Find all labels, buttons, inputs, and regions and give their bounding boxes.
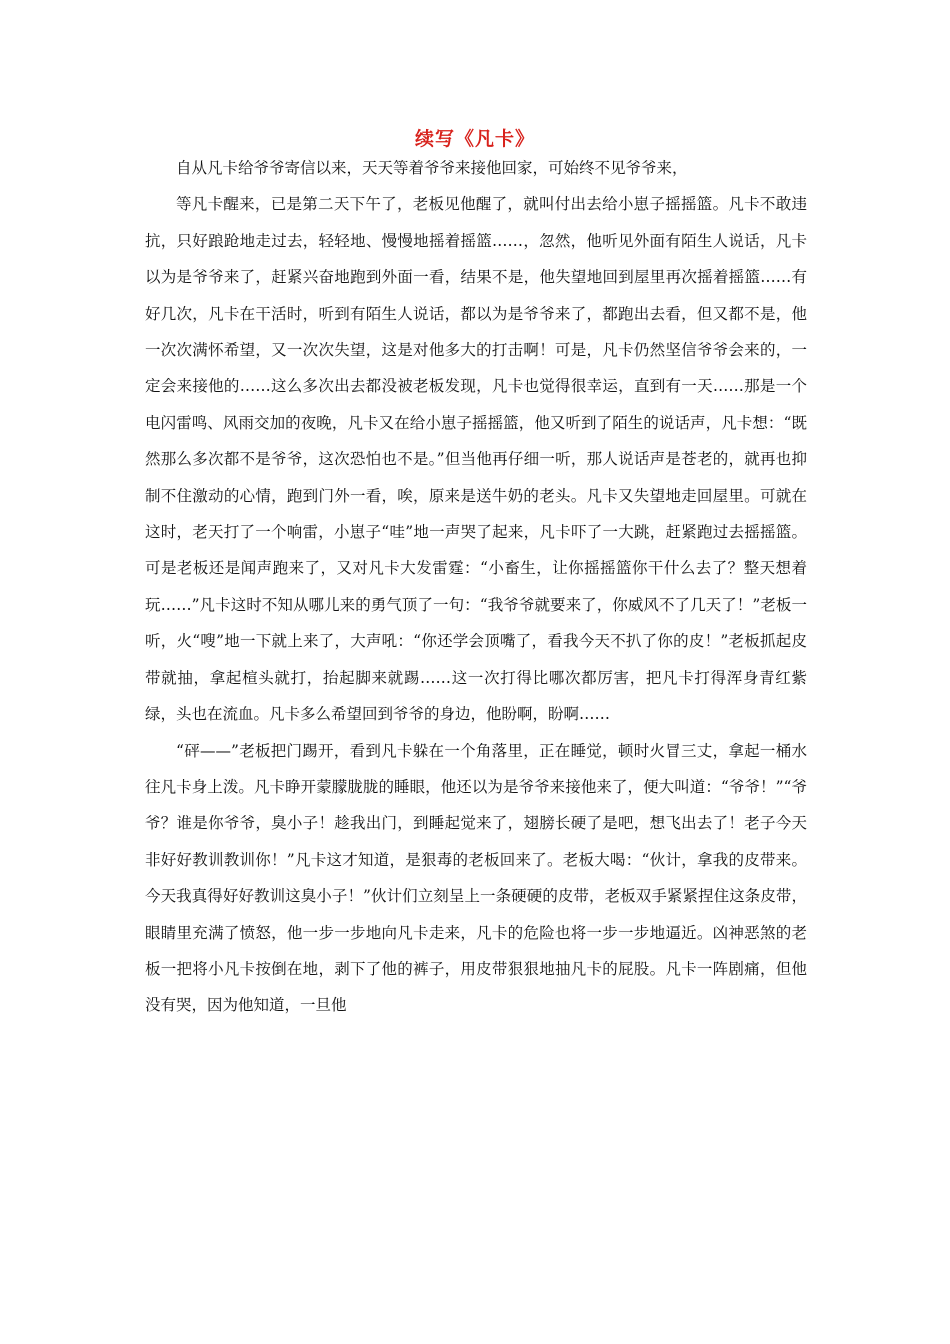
document-body — [145, 150, 807, 1024]
paragraph-2: 等凡卡醒来，已是第二天下午了，老板见他醒了，就叫付出去给小崽子摇摇篮。凡卡不敢违抗，只好踉跄地走过去，轻轻地、慢慢地摇着摇篮……，忽然，他听见外面有陌生人说话，凡卡以为是爷爷来了，赶紧兴奋地跑到外面一看，结果不是，他失望地回到屋里再次摇着摇篮……有好几次，凡卡在干活时，听到有陌生人说话，都以为是爷爷来了，都跑出去看，但又都不是，他一次次满怀希望，又一次次失望，这是对他多大的打击啊！可是，凡卡仍然坚信爷爷会来的，一定会来接他的……这么多次出去都没被老板发现，凡卡也觉得很幸运，直到有一天……那是一个电闪雷鸣、风雨交加的夜晚，凡卡又在给小崽子摇摇篮，他又听到了陌生的说话声，凡卡想：“既然那么多次都不是爷爷，这次恐怕也不是。”但当他再仔细一听，那人说话声是苍老的，就再也抑制不住激动的心情，跑到门外一看，唉，原来是送牛奶的老头。凡卡又失望地走回屋里。可就在这时，老天打了一个响雷，小崽子“哇”地一声哭了起来，凡卡吓了一大跳，赶紧跑过去摇摇篮。可是老板还是闻声跑来了，又对凡卡大发雷霆：“小畜生，让你摇摇篮你干什么去了？整天想着玩……”凡卡这时不知从哪儿来的勇气顶了一句：“我爷爷就要来了，你威风不了几天了！”老板一听，火“嗖”地一下就上来了，大声吼：“你还学会顶嘴了，看我今天不扒了你的皮！”老板抓起皮带就抽，拿起楦头就打，抬起脚来就踢……这一次打得比哪次都厉害，把凡卡打得浑身青红紫绿，头也在流血。凡卡多么希望回到爷爷的身边，他盼啊，盼啊…… — [145, 195, 807, 724]
paragraph-3: “砰——”老板把门踢开，看到凡卡躲在一个角落里，正在睡觉，顿时火冒三丈，拿起一桶水往凡卡身上泼。凡卡睁开蒙朦胧胧的睡眼，他还以为是爷爷来接他来了，便大叫道：“爷爷！”“爷爷？谁是你爷爷，臭小子！趁我出门，到睡起觉来了，翅膀长硬了是吧，想飞出去了！老子今天非好好教训教训你！”凡卡这才知道，是狠毒的老板回来了。老板大喝：“伙计，拿我的皮带来。今天我真得好好教训这臭小子！”伙计们立刻呈上一条硬硬的皮带，老板双手紧紧捏住这条皮带，眼睛里充满了愤怒，他一步一步地向凡卡走来，凡卡的危险也将一步一步地逼近。凶神恶煞的老板一把将小凡卡按倒在地，剥下了他的裤子，用皮带狠狠地抽凡卡的屁股。凡卡一阵剧痛，但他没有哭，因为他知道，一旦他 — [145, 741, 807, 1015]
paragraph-1: 自从凡卡给爷爷寄信以来，天天等着爷爷来接他回家，可始终不见爷爷来， — [176, 159, 688, 177]
document-title: 续写《凡卡》 — [414, 128, 535, 150]
